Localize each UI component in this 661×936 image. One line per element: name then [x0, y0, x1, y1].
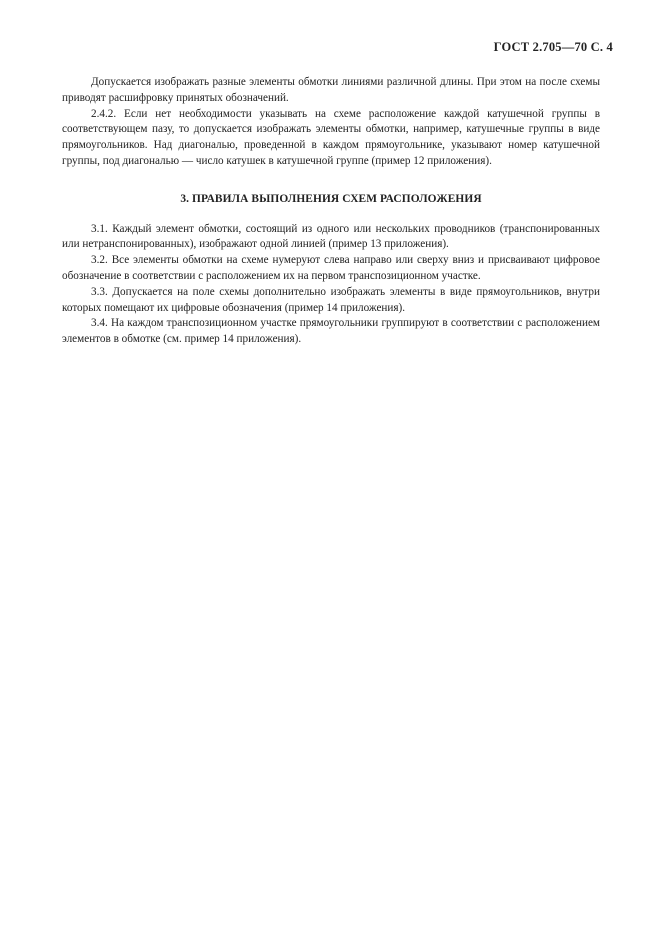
- paragraph-line-lengths: Допускается изображать разные элементы обмотки линиями различной длины. При этом на после схемы приводят расшифровку принятых обозначений.: [62, 76, 600, 104]
- section-title: 3. ПРАВИЛА ВЫПОЛНЕНИЯ СХЕМ РАСПОЛОЖЕНИЯ: [180, 192, 482, 205]
- paragraph-3-1: 3.1. Каждый элемент обмотки, состоящий из одного или нескольких проводников (транспонированных или нетранспонированных), изображают одной линией (пример 13 приложения).: [62, 222, 600, 251]
- document-body: [62, 75, 600, 348]
- page-header: ГОСТ 2.705—70 С. 4: [493, 40, 613, 54]
- paragraph-3-4: 3.4. На каждом транспозиционном участке прямоугольники группируют в соответствии с расположением элементов в обмотке (см. пример 14 приложения).: [62, 317, 600, 346]
- paragraph-2-4-2: 2.4.2. Если нет необходимости указывать на схеме расположение каждой катушечной группы в соответствующем пазу, то допускается изображать элементы обмотки, например, катушечные группы в виде прямоугольников. Над диагональю, проведенной в каждом прямоугольнике, указывают номер катушечной группы, под диагональю — число катушек в катушечной группе (пример 12 приложения).: [62, 107, 600, 167]
- paragraph-3-3: 3.3. Допускается на поле схемы дополнительно изображать элементы в виде прямоугольников, внутри которых помещают их цифровые обозначения (пример 14 приложения).: [62, 285, 600, 314]
- paragraph-3-2: 3.2. Все элементы обмотки на схеме нумеруют слева направо или сверху вниз и присваивают цифровое обозначение в соответствии с расположением их на первом транспозиционном участке.: [62, 254, 600, 282]
